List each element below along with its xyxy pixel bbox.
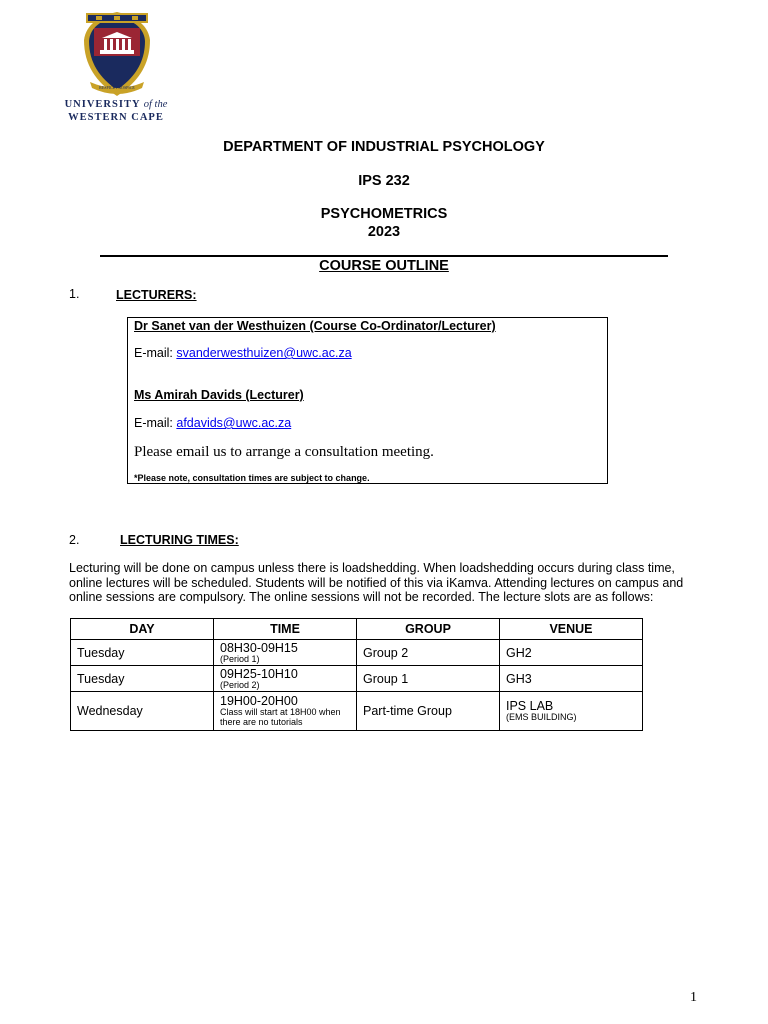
time-value: 09H25-10H10 — [220, 666, 298, 681]
section-2-title: LECTURING TIMES: — [120, 533, 239, 547]
time-note: (Period 1) — [220, 653, 260, 664]
university-wordmark — [64, 98, 168, 124]
time-note: Class will start at 18H00 when there are no tutorials — [220, 707, 341, 727]
section-1-title: LECTURERS: — [116, 288, 197, 302]
table-row — [71, 692, 643, 731]
lecturer-1-email-row — [134, 346, 352, 360]
header-time: TIME — [214, 619, 357, 640]
cell-group: Part-time Group — [357, 692, 500, 731]
table-header-row — [71, 619, 643, 640]
cell-group: Group 1 — [357, 666, 500, 692]
lecturers-box — [127, 317, 608, 484]
cell-group: Group 2 — [357, 640, 500, 666]
section-1-number: 1. — [69, 287, 80, 301]
cell-time — [214, 640, 357, 666]
section-2-number: 2. — [69, 533, 80, 547]
cell-venue — [500, 640, 643, 666]
time-value: 19H00-20H00 — [220, 694, 298, 708]
title-divider — [100, 255, 668, 257]
university-crest-logo — [80, 10, 154, 100]
time-value: 08H30-09H15 — [220, 640, 298, 655]
header-group: GROUP — [357, 619, 500, 640]
cell-day: Tuesday — [71, 666, 214, 692]
document-title: COURSE OUTLINE — [319, 258, 449, 274]
lecturer-2-email-label: E-mail: — [134, 416, 177, 430]
consultation-change-note: *Please note, consultation times are subject to change. — [134, 473, 370, 483]
university-name-line1: UNIVERSITY — [64, 99, 141, 110]
lecturer-2-email-link[interactable]: afdavids@uwc.ac.za — [176, 416, 292, 430]
table-row — [71, 666, 643, 692]
header-day: DAY — [71, 619, 214, 640]
lecturer-1-name: Dr Sanet van der Westhuizen (Course Co-Ordinator/Lecturer) — [134, 319, 496, 333]
venue-value: GH2 — [506, 645, 532, 660]
cell-day: Wednesday — [71, 692, 214, 731]
page-number: 1 — [690, 990, 697, 1005]
cell-venue — [500, 692, 643, 731]
department-heading: DEPARTMENT OF INDUSTRIAL PSYCHOLOGY — [223, 139, 545, 155]
venue-value: IPS LAB — [506, 699, 554, 713]
cell-time — [214, 666, 357, 692]
cell-venue — [500, 666, 643, 692]
time-note: (Period 2) — [220, 679, 260, 690]
svg-text:RESPICE PROSPICE: RESPICE PROSPICE — [99, 85, 135, 90]
course-year: 2023 — [367, 224, 401, 240]
course-code: IPS 232 — [358, 173, 410, 189]
lecturing-paragraph: Lecturing will be done on campus unless there is loadshedding. When loadshedding occurs during class time, online lectures will be scheduled. Students will be notified of this via iKamva. Attending lectures on campus and online sessions are compulsory. The online sessions will not be recorded. The lecture slots are as follows: — [69, 561, 684, 604]
cell-day: Tuesday — [71, 640, 214, 666]
lecturer-2-email-row — [134, 416, 291, 430]
lecture-schedule-table — [70, 618, 643, 731]
lecturer-1-email-label: E-mail: — [134, 346, 177, 360]
consultation-note: Please email us to arrange a consultation meeting. — [134, 444, 434, 460]
venue-note: (EMS BUILDING) — [506, 712, 577, 722]
cell-time — [214, 692, 357, 731]
header-venue: VENUE — [500, 619, 643, 640]
university-name-line2: WESTERN CAPE — [68, 112, 164, 123]
university-name-of-the: of the — [143, 99, 168, 110]
lecturer-1-email-link[interactable]: svanderwesthuizen@uwc.ac.za — [176, 346, 352, 360]
table-row — [71, 640, 643, 666]
course-name: PSYCHOMETRICS — [320, 206, 448, 222]
venue-value: GH3 — [506, 671, 532, 686]
lecturer-2-name: Ms Amirah Davids (Lecturer) — [134, 388, 304, 402]
